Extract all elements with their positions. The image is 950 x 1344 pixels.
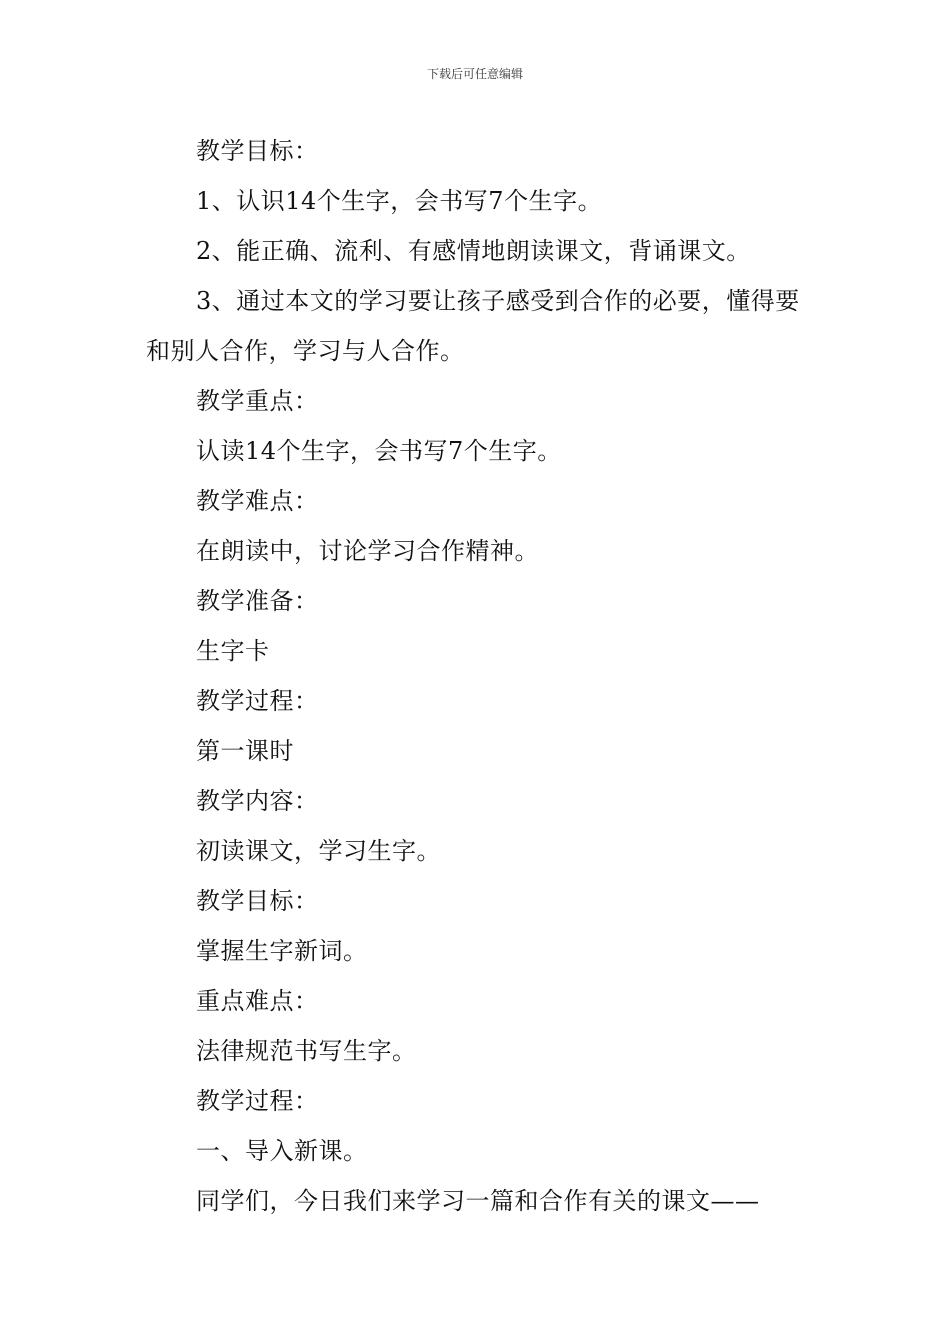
heading-preparation: 教学准备：	[196, 587, 319, 615]
content-text: 初读课文，学习生字。	[196, 837, 441, 865]
heading-period-goals: 教学目标：	[196, 887, 319, 915]
heading-difficulties: 教学难点：	[196, 487, 319, 515]
document-body	[146, 126, 811, 1226]
heading-process: 教学过程：	[196, 687, 319, 715]
heading-period-difficulties: 重点难点：	[196, 987, 319, 1015]
period-goals-text: 掌握生字新词。	[196, 937, 368, 965]
step-one-heading: 一、导入新课。	[196, 1137, 368, 1165]
heading-period-process: 教学过程：	[196, 1087, 319, 1115]
heading-teaching-goals: 教学目标：	[196, 137, 319, 165]
step-one-text: 同学们，今日我们来学习一篇和合作有关的课文——	[196, 1187, 760, 1215]
goal-item-2: 2、能正确、流利、有感情地朗读课文，背诵课文。	[196, 237, 751, 265]
page-header: 下载后可任意编辑	[426, 67, 523, 81]
goal-item-3: 3、通过本文的学习要让孩子感受到合作的必要，懂得要和别人合作，学习与人合作。	[146, 287, 800, 365]
heading-content: 教学内容：	[196, 787, 319, 815]
heading-key-points: 教学重点：	[196, 387, 319, 415]
key-points-text: 认读14个生字，会书写7个生字。	[196, 437, 562, 465]
difficulties-text: 在朗读中，讨论学习合作精神。	[196, 537, 539, 565]
period-difficulties-text: 法律规范书写生字。	[196, 1037, 417, 1065]
lesson-period: 第一课时	[196, 737, 294, 765]
goal-item-1: 1、认识14个生字，会书写7个生字。	[196, 187, 603, 215]
preparation-text: 生字卡	[196, 637, 270, 665]
